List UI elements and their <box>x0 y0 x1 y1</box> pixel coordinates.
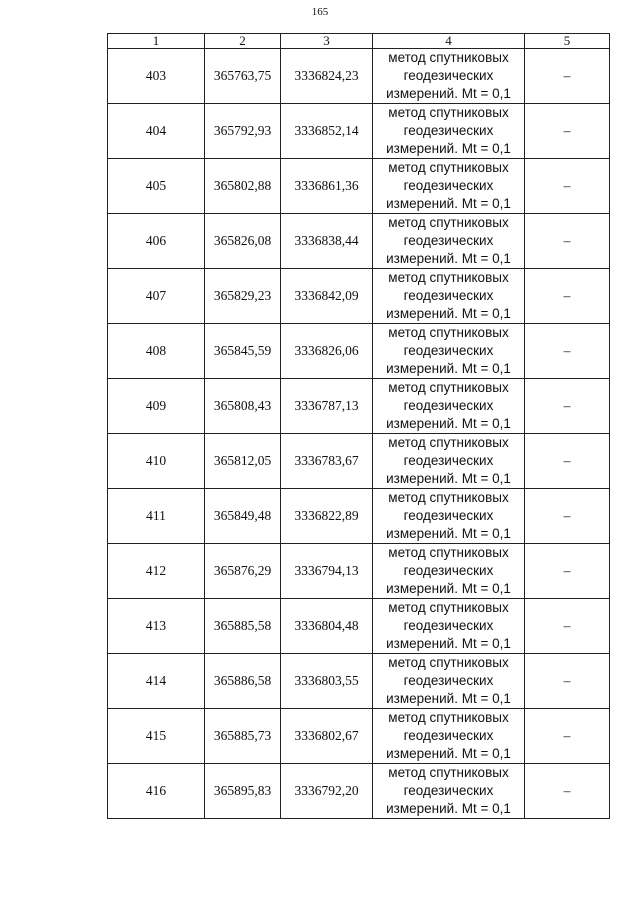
column-header-3: 3 <box>281 34 373 49</box>
point-number-cell: 412 <box>108 544 205 599</box>
method-line: геодезических <box>403 233 494 248</box>
y-coordinate-cell: 3336783,67 <box>281 434 373 489</box>
y-coordinate-cell: 3336861,36 <box>281 159 373 214</box>
point-number-cell: 410 <box>108 434 205 489</box>
x-coordinate-cell: 365829,23 <box>205 269 281 324</box>
x-coordinate-cell: 365895,83 <box>205 764 281 819</box>
method-line: геодезических <box>403 398 494 413</box>
method-line: метод спутниковых <box>388 160 509 175</box>
table-row <box>108 654 610 709</box>
x-coordinate-cell: 365802,88 <box>205 159 281 214</box>
column-header-1: 1 <box>108 34 205 49</box>
method-line: измерений. Mt = 0,1 <box>386 141 511 156</box>
table-row <box>108 104 610 159</box>
method-line: геодезических <box>403 618 494 633</box>
point-number-cell: 415 <box>108 709 205 764</box>
method-cell <box>373 434 525 489</box>
method-line: измерений. Mt = 0,1 <box>386 691 511 706</box>
page-number: 165 <box>311 6 329 18</box>
method-line: геодезических <box>403 123 494 138</box>
method-line: геодезических <box>403 728 494 743</box>
method-cell <box>373 104 525 159</box>
method-line: метод спутниковых <box>388 270 509 285</box>
method-cell <box>373 544 525 599</box>
y-coordinate-cell: 3336787,13 <box>281 379 373 434</box>
method-line: измерений. Mt = 0,1 <box>386 196 511 211</box>
note-cell: – <box>525 379 610 434</box>
method-cell <box>373 49 525 104</box>
point-number-cell: 403 <box>108 49 205 104</box>
y-coordinate-cell: 3336842,09 <box>281 269 373 324</box>
table-body <box>108 49 610 819</box>
method-line: метод спутниковых <box>388 325 509 340</box>
point-number-cell: 414 <box>108 654 205 709</box>
table-row <box>108 324 610 379</box>
method-line: измерений. Mt = 0,1 <box>386 526 511 541</box>
point-number-cell: 406 <box>108 214 205 269</box>
method-line: метод спутниковых <box>388 380 509 395</box>
method-line: метод спутниковых <box>388 600 509 615</box>
method-line: геодезических <box>403 68 494 83</box>
method-line: измерений. Mt = 0,1 <box>386 746 511 761</box>
x-coordinate-cell: 365849,48 <box>205 489 281 544</box>
table-row <box>108 599 610 654</box>
method-line: измерений. Mt = 0,1 <box>386 471 511 486</box>
column-header-5: 5 <box>525 34 610 49</box>
point-number-cell: 407 <box>108 269 205 324</box>
note-cell: – <box>525 159 610 214</box>
note-cell: – <box>525 49 610 104</box>
point-number-cell: 405 <box>108 159 205 214</box>
note-cell: – <box>525 104 610 159</box>
point-number-cell: 404 <box>108 104 205 159</box>
method-line: геодезических <box>403 673 494 688</box>
point-number-cell: 416 <box>108 764 205 819</box>
point-number-cell: 409 <box>108 379 205 434</box>
note-cell: – <box>525 324 610 379</box>
method-line: метод спутниковых <box>388 435 509 450</box>
method-line: измерений. Mt = 0,1 <box>386 636 511 651</box>
y-coordinate-cell: 3336826,06 <box>281 324 373 379</box>
method-line: метод спутниковых <box>388 545 509 560</box>
note-cell: – <box>525 654 610 709</box>
y-coordinate-cell: 3336792,20 <box>281 764 373 819</box>
x-coordinate-cell: 365812,05 <box>205 434 281 489</box>
note-cell: – <box>525 544 610 599</box>
x-coordinate-cell: 365845,59 <box>205 324 281 379</box>
y-coordinate-cell: 3336794,13 <box>281 544 373 599</box>
y-coordinate-cell: 3336803,55 <box>281 654 373 709</box>
table-row <box>108 434 610 489</box>
y-coordinate-cell: 3336852,14 <box>281 104 373 159</box>
method-cell <box>373 764 525 819</box>
table-row <box>108 159 610 214</box>
method-cell <box>373 214 525 269</box>
note-cell: – <box>525 269 610 324</box>
method-cell <box>373 599 525 654</box>
method-cell <box>373 489 525 544</box>
table-row <box>108 489 610 544</box>
x-coordinate-cell: 365792,93 <box>205 104 281 159</box>
note-cell: – <box>525 764 610 819</box>
x-coordinate-cell: 365826,08 <box>205 214 281 269</box>
method-cell <box>373 159 525 214</box>
point-number-cell: 413 <box>108 599 205 654</box>
method-line: метод спутниковых <box>388 710 509 725</box>
method-line: метод спутниковых <box>388 105 509 120</box>
method-line: геодезических <box>403 178 494 193</box>
table-header-row <box>108 34 610 49</box>
coordinates-table <box>107 33 610 819</box>
y-coordinate-cell: 3336822,89 <box>281 489 373 544</box>
method-line: метод спутниковых <box>388 215 509 230</box>
method-cell <box>373 709 525 764</box>
column-header-4: 4 <box>373 34 525 49</box>
point-number-cell: 411 <box>108 489 205 544</box>
method-line: метод спутниковых <box>388 50 509 65</box>
table-row <box>108 269 610 324</box>
y-coordinate-cell: 3336804,48 <box>281 599 373 654</box>
table-row <box>108 544 610 599</box>
method-line: измерений. Mt = 0,1 <box>386 416 511 431</box>
x-coordinate-cell: 365876,29 <box>205 544 281 599</box>
x-coordinate-cell: 365885,73 <box>205 709 281 764</box>
table-row <box>108 709 610 764</box>
method-cell <box>373 324 525 379</box>
method-cell <box>373 379 525 434</box>
x-coordinate-cell: 365885,58 <box>205 599 281 654</box>
method-line: геодезических <box>403 453 494 468</box>
x-coordinate-cell: 365886,58 <box>205 654 281 709</box>
method-line: измерений. Mt = 0,1 <box>386 86 511 101</box>
method-line: измерений. Mt = 0,1 <box>386 361 511 376</box>
method-line: геодезических <box>403 508 494 523</box>
table-row <box>108 214 610 269</box>
method-line: геодезических <box>403 343 494 358</box>
method-line: геодезических <box>403 783 494 798</box>
note-cell: – <box>525 709 610 764</box>
method-line: геодезических <box>403 563 494 578</box>
column-header-2: 2 <box>205 34 281 49</box>
y-coordinate-cell: 3336838,44 <box>281 214 373 269</box>
x-coordinate-cell: 365763,75 <box>205 49 281 104</box>
method-line: метод спутниковых <box>388 490 509 505</box>
table-row <box>108 49 610 104</box>
table-row <box>108 379 610 434</box>
point-number-cell: 408 <box>108 324 205 379</box>
method-cell <box>373 654 525 709</box>
note-cell: – <box>525 599 610 654</box>
y-coordinate-cell: 3336802,67 <box>281 709 373 764</box>
x-coordinate-cell: 365808,43 <box>205 379 281 434</box>
method-line: измерений. Mt = 0,1 <box>386 306 511 321</box>
y-coordinate-cell: 3336824,23 <box>281 49 373 104</box>
method-line: измерений. Mt = 0,1 <box>386 801 511 816</box>
method-line: метод спутниковых <box>388 765 509 780</box>
method-line: измерений. Mt = 0,1 <box>386 251 511 266</box>
method-cell <box>373 269 525 324</box>
note-cell: – <box>525 214 610 269</box>
note-cell: – <box>525 489 610 544</box>
table-row <box>108 764 610 819</box>
method-line: метод спутниковых <box>388 655 509 670</box>
note-cell: – <box>525 434 610 489</box>
method-line: измерений. Mt = 0,1 <box>386 581 511 596</box>
method-line: геодезических <box>403 288 494 303</box>
